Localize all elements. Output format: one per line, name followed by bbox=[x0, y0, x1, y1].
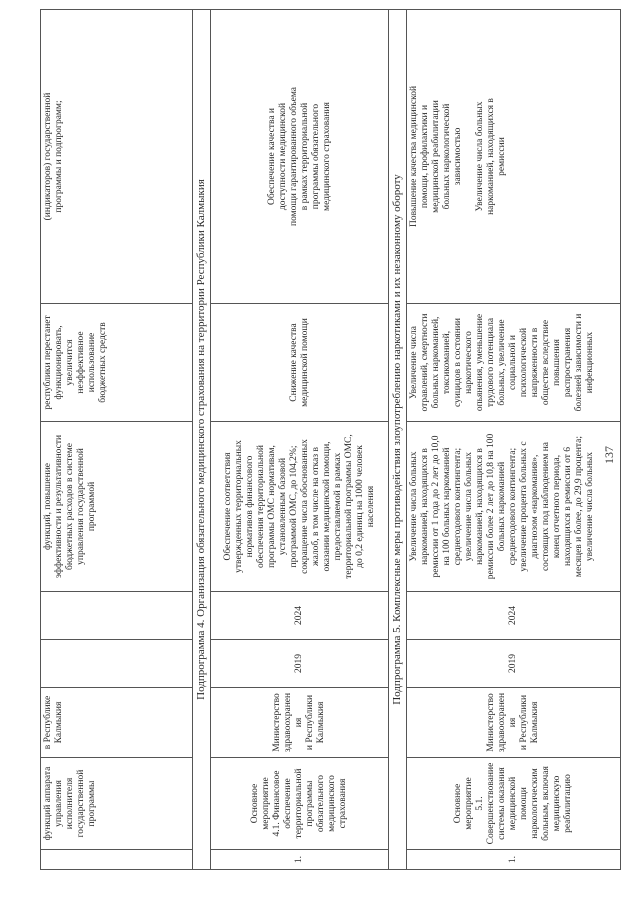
start-year: 2019 bbox=[211, 640, 389, 688]
row-number bbox=[41, 850, 193, 870]
table-row bbox=[193, 10, 211, 870]
activities-table bbox=[40, 9, 621, 870]
page-number: 137 bbox=[602, 446, 616, 464]
activity-name: Основное мероприятие 4.1. Финансовое обеспечение территориальной программы обязательного медицинского страхования bbox=[211, 758, 389, 850]
expected-result: Обеспечение соответствия утвержденных территориальных нормативов финансового обеспечения территориальной программы ОМС нормативам, установленным базовой программой ОМС, до 104,2%; сокращение числа обоснованных жалоб, в том числе на отказ в оказании медицинской помощи, предоставляемой в рамках территориальной программы ОМС, до 0,2 единиц на 1000 человек населения bbox=[211, 422, 389, 592]
start-year bbox=[41, 640, 193, 688]
table-row bbox=[211, 10, 389, 870]
indicator-link: (индикаторов) государственной программы и подпрограмм; bbox=[41, 10, 193, 304]
activity-name: функций аппарата управления исполнителя государственной программы bbox=[41, 758, 193, 850]
expected-result: Увеличение числа больных наркоманией, находящихся в ремиссии от 1 года до 2 лет до 10,0 на 100 больных наркоманией среднегодового контингента; увеличение числа больных наркоманией, находящихся в ремиссии более 2 лет до 10,8 на 100 больных наркоманией среднегодового контингента; увеличение процента больных с диагнозом «наркомания», состоящих под наблюдением на конец отчетного периода, находящихся в ремиссии от 6 месяцев и более, до 29,9 процента; увеличение числа больных bbox=[407, 422, 621, 592]
table-row bbox=[407, 10, 621, 870]
activity-name: Основное мероприятие 5.1. Совершенствование системы оказания медицинской помощи наркологическим больным, включая медицинскую реабилитацию bbox=[407, 758, 621, 850]
end-year bbox=[41, 592, 193, 640]
row-number: 1. bbox=[407, 850, 621, 870]
executor: Министерство здравоохранения и Республики Калмыкия bbox=[407, 688, 621, 758]
table-row bbox=[41, 10, 193, 870]
table-row bbox=[389, 10, 407, 870]
executor: в Республике Калмыкия bbox=[41, 688, 193, 758]
indicator-link: Повышение качества медицинской помощи, профилактики и медицинской реабилитации больных наркологической зависимостью Увеличение числа больных наркоманией, находящихся в ремиссии bbox=[407, 10, 621, 304]
rotated-table-container bbox=[40, 10, 620, 870]
subprogram-heading: Подпрограмма 5. Комплексные меры противодействия злоупотреблению наркотиками и их незаконному обороту bbox=[389, 10, 407, 870]
end-year: 2024 bbox=[211, 592, 389, 640]
consequences: Увеличение числа отравлений, смертности больных наркоманией, токсикоманией, суицидов в состоянии наркотического опьянения, уменьшение трудового потенциала больных, увеличение социальной и психологической напряженности в обществе вследствие повышения распространения болезней зависимости и инфекционных bbox=[407, 304, 621, 422]
executor: Министерство здравоохранения и Республики Калмыкия bbox=[211, 688, 389, 758]
consequences: Снижение качества медицинской помощи bbox=[211, 304, 389, 422]
row-number: 1. bbox=[211, 850, 389, 870]
end-year: 2024 bbox=[407, 592, 621, 640]
consequences: республики перестанет функционировать, увеличится неэффективное использование бюджетных средств bbox=[41, 304, 193, 422]
subprogram-heading: Подпрограмма 4. Организация обязательного медицинского страхования на территории Республики Калмыкия bbox=[193, 10, 211, 870]
indicator-link: Обеспечение качества и доступности медицинской помощи гарантированного объема в рамках территориальной программы обязательного медицинского страхования bbox=[211, 10, 389, 304]
expected-result: функций, повышение эффективности и результативности бюджетных расходов в системе управления государственной программой bbox=[41, 422, 193, 592]
start-year: 2019 bbox=[407, 640, 621, 688]
